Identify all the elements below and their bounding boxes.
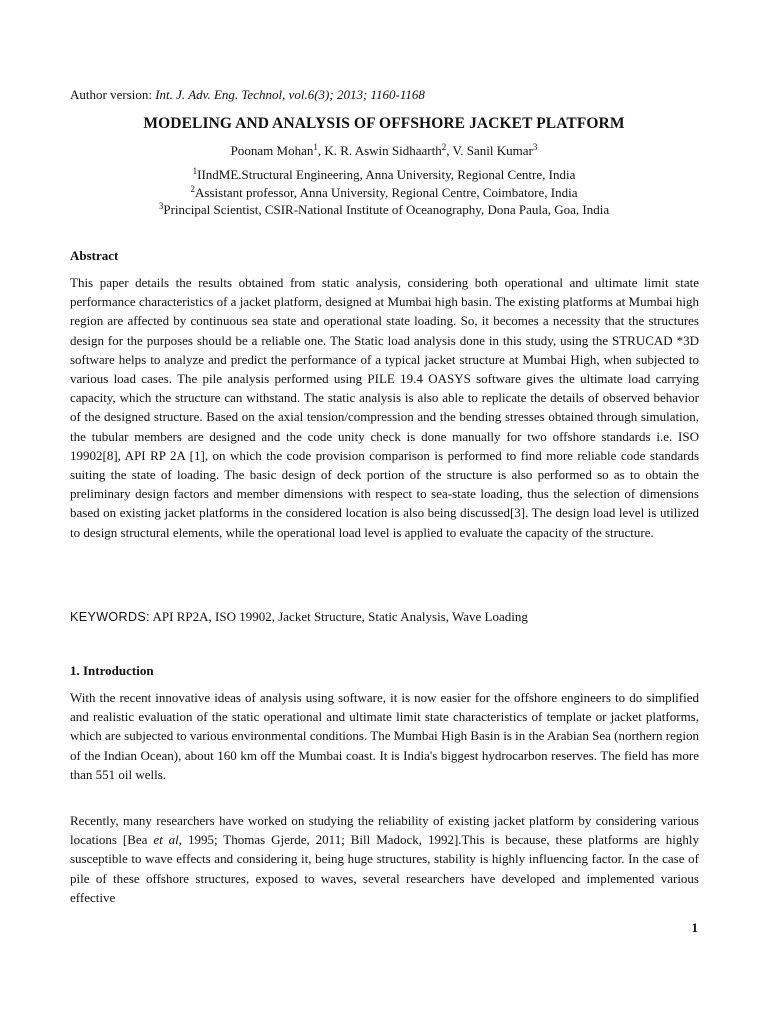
author-version-line — [70, 86, 425, 104]
author-version-label: Author version: — [70, 87, 156, 102]
keywords-text: API RP2A, ISO 19902, Jacket Structure, Static Analysis, Wave Loading — [150, 609, 528, 624]
affiliation — [0, 166, 768, 184]
affiliation-marker: 2 — [190, 183, 196, 194]
author-affil-marker: 3 — [532, 142, 538, 152]
affiliation — [0, 184, 768, 202]
author-separator: , — [446, 143, 453, 158]
affiliation-text: Assistant professor, Anna University, Regional Centre, Coimbatore, India — [195, 184, 578, 200]
page-number: 1 — [691, 920, 698, 935]
abstract-text: This paper details the results obtained from static analysis, considering both operational and ultimate limit state performance characteristics of a jacket platform, designed at Mumbai high basin. The existing platforms at Mumbai high region are affected by continuous sea state and operational state loading. So, it becomes a necessity that the structures design for the purposes should be a reliable one. The Static load analysis done in this study, using the STRUCAD *3D software helps to analyze and predict the performance of a typical jacket structure at Mumbai High, when subjected to various load cases. The pile analysis performed using PILE 19.4 OASYS software gives the ultimate load carrying capacity, which the structure can withstand. The static analysis is also able to replicate the details of observed behavior of the designed structure. Based on the axial tension/compression and the bending stresses obtained through simulation, the tubular members are designed and the code unity check is done manually for two offshore standards i.e. ISO 19902[8], API RP 2A [1], on which the code provision comparison is performed to find more reliable code standards suiting the state of loading. The basic design of deck portion of the structure is also performed so as to obtain the preliminary design factors and member dimensions with respect to sea-state loading, thus the selection of dimensions based on existing jacket platforms in the considered location is also being discussed[3]. The design load level is utilized to design structural elements, while the operational load level is applied to evaluate the capacity of the structure. — [70, 275, 699, 540]
keywords-line — [70, 608, 528, 626]
affiliation-text: Principal Scientist, CSIR-National Institute of Oceanography, Dona Paula, Goa, India — [163, 202, 610, 217]
affiliation — [0, 201, 768, 219]
author-list — [0, 142, 768, 160]
author-name: Poonam Mohan — [230, 143, 314, 158]
abstract-heading: Abstract — [70, 248, 119, 263]
author-name: V. Sanil Kumar — [452, 143, 533, 158]
author-affil-marker: 1 — [313, 142, 318, 152]
introduction-heading: 1. Introduction — [70, 663, 154, 678]
affiliation-text: IIndME.Structural Engineering, Anna University, Regional Centre, India — [197, 167, 576, 182]
journal-citation: Int. J. Adv. Eng. Technol, vol.6(3); 2013; 1160-1168 — [155, 87, 425, 102]
affiliation-list — [0, 166, 768, 219]
keywords-label: KEYWORDS: — [70, 610, 150, 624]
author-separator: , — [317, 143, 325, 158]
introduction-paragraph-2 — [70, 811, 699, 907]
affiliation-marker: 3 — [158, 201, 164, 211]
paper-title: MODELING AND ANALYSIS OF OFFSHORE JACKET PLATFORM — [143, 115, 625, 132]
para2-text-end: , 1995; Thomas Gjerde, 2011; Bill Madock, 1992].This is because, these platforms are highly susceptible to wave effects and considering it, being huge structures, stability is highly influencing factor. In the case of pile of these offshore structures, exposed to waves, several researchers have developed and implemented various effective — [70, 832, 699, 905]
para2-text-start: Recently, many researchers have worked on studying the reliability of existing jacket platform by considering various locations [Bea — [70, 813, 699, 848]
para2-italic-et-al: et al — [153, 832, 179, 848]
author-affil-marker: 2 — [441, 142, 447, 152]
affiliation-marker: 1 — [192, 166, 198, 176]
author-name: K. R. Aswin Sidhaarth — [324, 143, 442, 158]
introduction-paragraph-1: With the recent innovative ideas of analysis using software, it is now easier for the offshore engineers to do simplified and realistic evaluation of the static operational and ultimate limit state characteristics of template or jacket platforms, which are subjected to various environmental conditions. The Mumbai High Basin is in the Arabian Sea (northern region of the Indian Ocean), about 160 km off the Mumbai coast. It is India's biggest hydrocarbon reserves. The field has more than 551 oil wells. — [70, 690, 699, 782]
